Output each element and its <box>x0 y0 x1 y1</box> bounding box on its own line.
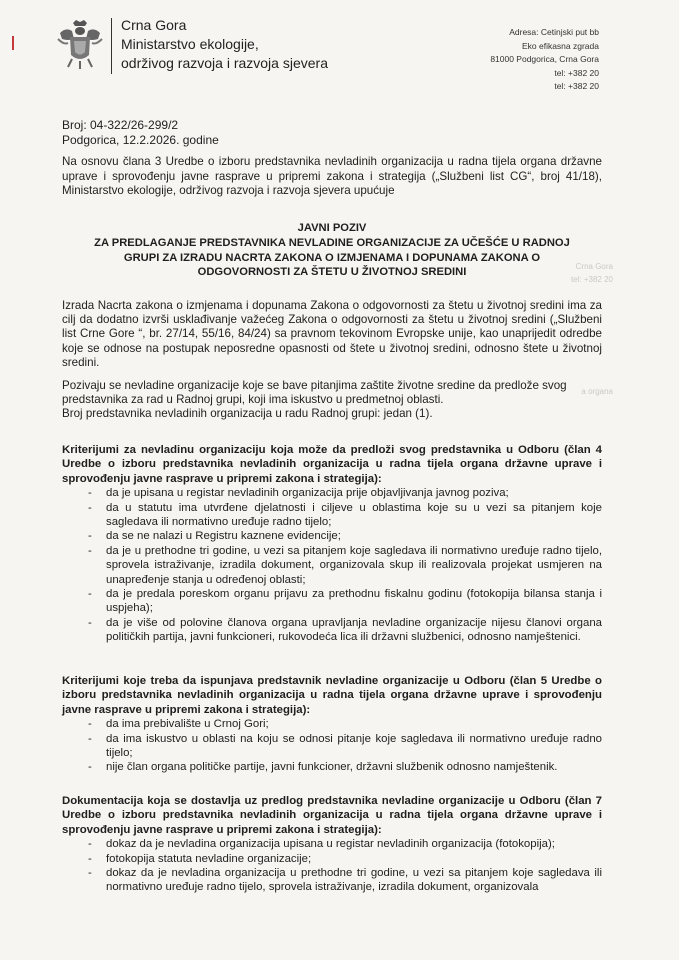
address-line: tel: +382 20 <box>554 67 599 78</box>
section-heading: Kriterijumi koje treba da ispunjava predstavnik nevladine organizacije u Odboru (član 5 Uredbe o izboru predstavnika nevladinih organizacija u radna tijela organa državne uprave i sprovođenju javne rasprave u pripremi zakona i strategija): <box>62 675 602 716</box>
address-line: Eko efikasna zgrada <box>521 40 599 51</box>
header-divider <box>111 18 112 74</box>
invitation-line: Pozivaju se nevladine organizacije koje se bave pitanjima zaštite životne sredine da predlože svog predstavnika za rad u Radnoj grupi, koji ima iskustvo u predmetnoj oblasti. <box>62 379 567 407</box>
coat-of-arms-icon <box>56 19 104 71</box>
list-item: - dokaz da je nevladina organizacija upisana u registar nevladinih organizacija (fotokopija); <box>62 837 602 851</box>
reference-number: Broj: 04-322/26-299/2 <box>62 118 179 132</box>
criteria-list <box>62 486 602 644</box>
bleed-through-text: Crna Gora <box>575 262 613 271</box>
address-block <box>490 26 599 94</box>
list-item: - da se ne nalazi u Registru kaznene evidencije; <box>62 529 602 543</box>
section-heading: Dokumentacija koja se dostavlja uz predlog predstavnika nevladine organizacije u Odboru (član 7 Uredbe o izboru predstavnika nevladinih organizacija u radna tijela organa državne uprave i sprovođenju javne rasprave u pripremi zakona i strategija): <box>62 795 602 836</box>
list-item: - fotokopija statuta nevladine organizacije; <box>62 852 602 866</box>
title-line: ODGOVORNOSTI ZA ŠTETU U ŽIVOTNOJ SREDINI <box>197 266 467 279</box>
list-item: - da je više od polovine članova organa upravljanja nevladine organizacije nijesu članovi organa političkih partija, javni funkcioneri, rukovodeća lica ili državni službenici, odnosno namještenici. <box>62 616 602 645</box>
criteria-list <box>62 717 602 775</box>
section-heading: Kriterijumi za nevladinu organizaciju koja može da predloži svog predstavnika u Odboru (član 4 Uredbe o izboru predstavnika nevladinih organizacija u radna tijela organa državne uprave i sprovođenju javne rasprave u pripremi zakona i strategija): <box>62 444 602 485</box>
list-item: - da je upisana u registar nevladinih organizacija prije objavljivanja javnog poziva; <box>62 486 602 500</box>
address-line: tel: +382 20 <box>554 81 599 91</box>
ministry-line: Crna Gora <box>121 17 187 33</box>
address-line: 81000 Podgorica, Crna Gora <box>490 54 599 64</box>
ministry-line: Ministarstvo ekologije, <box>121 36 259 52</box>
criteria-organization-section <box>62 443 602 645</box>
list-item: - da ima iskustvo u oblasti na koju se odnosi pitanje koje sagledava ili normativno uređuje radno tijelo; <box>62 732 602 761</box>
title-line: GRUPI ZA IZRADU NACRTA ZAKONA O IZMJENAMA I DOPUNAMA ZAKONA O <box>123 251 541 264</box>
documentation-list <box>62 837 602 895</box>
list-item: - da je predala poreskom organu prijavu za prethodnu fiskalnu godinu (fotokopija bilansa stanja i uspjeha); <box>62 587 602 616</box>
list-item: - da je u prethodne tri godine, u vezi sa pitanjem koje sagledava ili normativno uređuje radno tijelo, sprovela istraživanje, izradila dokument, organizovala skup ili realizovala projekat usmjeren na unapređenje stanja u određenoj oblasti; <box>62 544 602 587</box>
ministry-name <box>121 16 328 73</box>
criteria-representative-section <box>62 674 602 775</box>
purpose-paragraph: Izrada Nacrta zakona o izmjenama i dopunama Zakona o odgovornosti za štetu u životnoj sredini ima za cilj da dodatno izvrši usklađivanje važećeg Zakona o odgovornosti za štetu u životnoj sredini („Službeni list Crne Gore “, br. 27/14, 55/16, 84/24) sa pravnom tekovinom Evropske unije, kao unapriјedit odredbe koje se odnose na postupak neposredne opasnosti od štete u životnoj sredini, odnosno štete u životnoj sredini. <box>62 299 602 369</box>
bleed-through-text: tel: +382 20 <box>570 275 613 284</box>
document-title <box>62 221 602 280</box>
list-item: - nije član organa političke partije, javni funkcioner, državni službenik odnosno namještenik. <box>62 760 602 774</box>
list-item: - da ima prebivalište u Crnoj Gori; <box>62 717 602 731</box>
invitation-paragraph <box>62 379 602 422</box>
address-line: Adresa: Cetinjski put bb <box>509 27 599 37</box>
invitation-line: Broj predstavnika nevladinih organizacija u radu Radnoj grupi: jedan (1). <box>62 407 433 421</box>
documentation-section <box>62 794 602 895</box>
list-item: - dokaz da je nevladina organizacija u prethodne tri godine, u vezi sa pitanjem koje sagledava ili normativno uređuje radno tijelo, sprovela istraživanje, izradila dokument, organizovala <box>62 866 602 895</box>
reference-block <box>62 118 219 147</box>
list-item: - da u statutu ima utvrđene djelatnosti i ciljeve u oblastima koje su u vezi sa pitanjem koje sagledava ili normativno uređuje radno tijelo; <box>62 501 602 530</box>
title-line: JAVNI POZIV <box>297 222 367 234</box>
margin-mark <box>12 36 14 50</box>
ministry-line: održivog razvoja i razvoja sjevera <box>121 55 328 71</box>
intro-paragraph: Na osnovu člana 3 Uredbe o izboru predstavnika nevladinih organizacija u radna tijela organa državne uprave i sprovođenju javne rasprave u pripremi zakona i strategija („Službeni list CG“, broj 41/18), Ministarstvo ekologije, održivog razvoja i razvoja sjevera upućuje <box>62 155 602 197</box>
reference-date: Podgorica, 12.2.2026. godine <box>62 132 219 147</box>
bleed-through-text: a organa <box>581 387 613 396</box>
title-line: ZA PREDLAGANJE PREDSTAVNIKA NEVLADINE ORGANIZACIJE ZA UČEŠĆE U RADNOJ <box>94 236 570 249</box>
